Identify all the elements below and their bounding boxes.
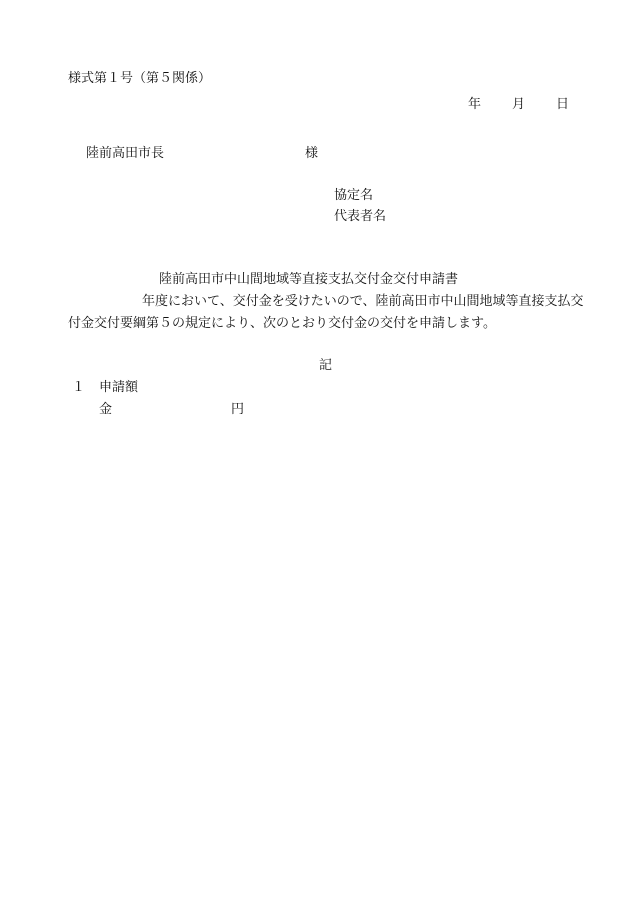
addressee-name: 陸前高田市長 bbox=[86, 146, 165, 161]
body-paragraph: 年度において、交付金を受けたいので、陸前高田市中山間地域等直接支払交付金交付要綱第５の規定により、次のとおり交付金の交付を申請します。 bbox=[68, 294, 584, 331]
form-number: 様式第１号（第５関係） bbox=[68, 71, 212, 86]
amount-suffix-yen: 円 bbox=[231, 402, 245, 417]
addressee-honorific: 様 bbox=[305, 146, 319, 161]
date-month-label: 月 bbox=[512, 97, 526, 112]
date-year-label: 年 bbox=[468, 97, 482, 112]
item-label-application-amount: 申請額 bbox=[99, 380, 139, 395]
item-number: １ bbox=[72, 380, 86, 395]
document-title: 陸前高田市中山間地域等直接支払交付金交付申請書 bbox=[159, 272, 459, 287]
date-day-label: 日 bbox=[556, 97, 570, 112]
agreement-name-label: 協定名 bbox=[334, 188, 374, 203]
representative-name-label: 代表者名 bbox=[334, 209, 387, 224]
amount-prefix: 金 bbox=[99, 402, 113, 417]
ki-heading: 記 bbox=[319, 358, 333, 373]
